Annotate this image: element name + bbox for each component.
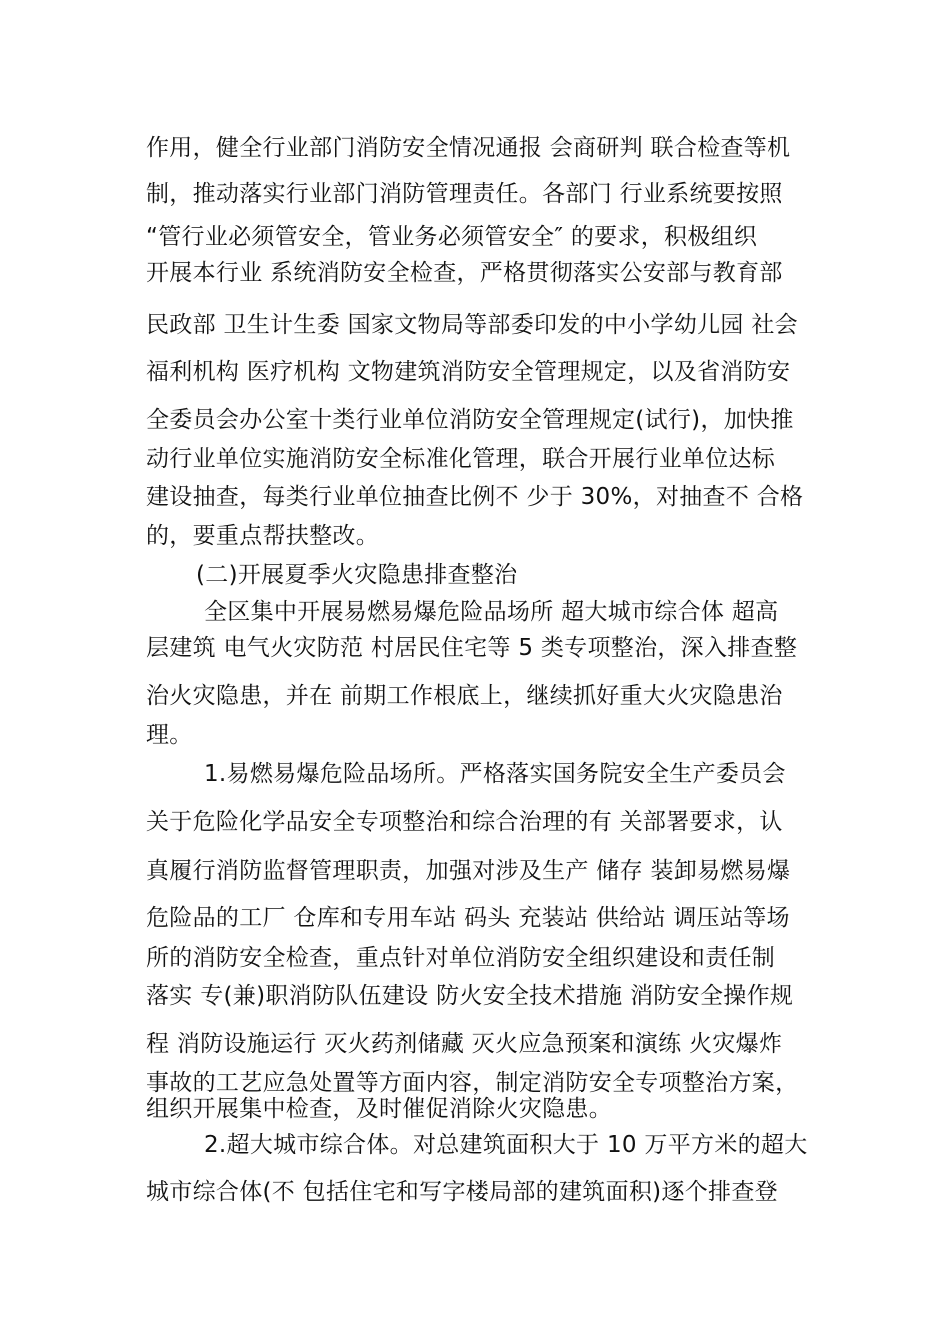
text-line: 作用，健全行业部门消防安全情况通报 会商研判 联合检查等机 bbox=[146, 135, 791, 161]
text-line: 2.超大城市综合体。对总建筑面积大于 10 万平方米的超大 bbox=[204, 1132, 808, 1158]
text-line: 关于危险化学品安全专项整治和综合治理的有 关部署要求，认 bbox=[146, 809, 783, 835]
text-line: 1.易燃易爆危险品场所。严格落实国务院安全生产委员会 bbox=[204, 761, 786, 787]
text-line: 落实 专(兼)职消防队伍建设 防火安全技术措施 消防安全操作规 bbox=[146, 983, 794, 1009]
text-line: 全委员会办公室十类行业单位消防安全管理规定(试行)，加快推 bbox=[146, 407, 794, 433]
text-line: 事故的工艺应急处置等方面内容，制定消防安全专项整治方案， bbox=[146, 1070, 799, 1096]
text-line: 的，要重点帮扶整改。 bbox=[146, 523, 379, 549]
text-line: 理。 bbox=[146, 722, 193, 748]
text-line: 制，推动落实行业部门消防管理责任。各部门 行业系统要按照 bbox=[146, 181, 783, 207]
text-line: 建设抽查，每类行业单位抽查比例不 少于 30%，对抽查不 合格 bbox=[146, 484, 804, 510]
text-line: 福利机构 医疗机构 文物建筑消防安全管理规定，以及省消防安 bbox=[146, 359, 791, 385]
text-line: 全区集中开展易燃易爆危险品场所 超大城市综合体 超高 bbox=[204, 599, 779, 625]
text-line: 治火灾隐患，并在 前期工作根底上，继续抓好重大火灾隐患治 bbox=[146, 683, 783, 709]
text-line: 民政部 卫生计生委 国家文物局等部委印发的中小学幼儿园 社会 bbox=[146, 312, 798, 338]
text-line: 组织开展集中检查，及时催促消除火灾隐患。 bbox=[146, 1096, 612, 1122]
text-line: 危险品的工厂 仓库和专用车站 码头 充装站 供给站 调压站等场 bbox=[146, 905, 790, 931]
text-line: “管行业必须管安全，管业务必须管安全″ 的要求，积极组织 bbox=[146, 224, 758, 250]
text-line: 城市综合体(不 包括住宅和写字楼局部的建筑面积)逐个排查登 bbox=[146, 1179, 778, 1205]
text-line: 真履行消防监督管理职责，加强对涉及生产 储存 装卸易燃易爆 bbox=[146, 858, 791, 884]
text-line: 层建筑 电气火灾防范 村居民住宅等 5 类专项整治，深入排查整 bbox=[146, 635, 798, 661]
text-line: 开展本行业 系统消防安全检查，严格贯彻落实公安部与教育部 bbox=[146, 260, 783, 286]
text-line: 程 消防设施运行 灭火药剂储藏 灭火应急预案和演练 火灾爆炸 bbox=[146, 1031, 783, 1057]
text-line: 动行业单位实施消防安全标准化管理，联合开展行业单位达标 bbox=[146, 446, 776, 472]
section-heading: (二)开展夏季火灾隐患排查整治 bbox=[196, 562, 518, 588]
text-line: 所的消防安全检查，重点针对单位消防安全组织建设和责任制 bbox=[146, 945, 776, 971]
